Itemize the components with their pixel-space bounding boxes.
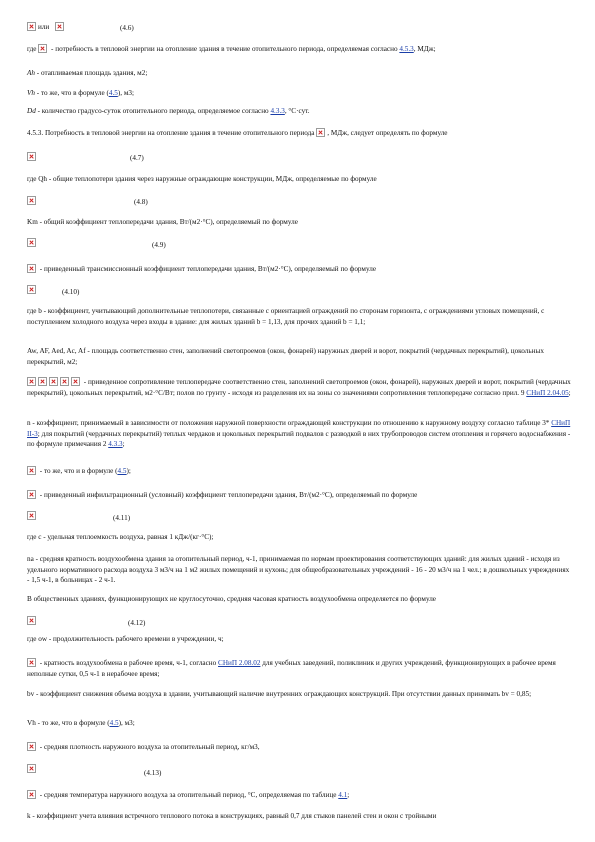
- text: - количество градусо-суток отопительного периода, определяемое согласно: [35, 107, 271, 115]
- broken-image-icon: [49, 377, 58, 386]
- broken-image-icon: [27, 658, 36, 667]
- paragraph: [27, 742, 572, 753]
- paragraph: [27, 718, 572, 729]
- link-4-5-3[interactable]: 4.5.3: [399, 45, 414, 53]
- broken-image-icon: [27, 238, 36, 247]
- broken-image-icon: [60, 377, 69, 386]
- text: , °С·сут.: [284, 107, 310, 115]
- link-4-3-3[interactable]: 4.3.3: [108, 440, 123, 448]
- text: - то же, что и в формуле (: [38, 467, 118, 475]
- text: для учебных заведений, поликлиник и других учреждений, функционирующих в рабочее время неполные сутки, 0,5 ч-1 в нерабочее время;: [27, 659, 556, 678]
- broken-image-icon: [316, 128, 325, 137]
- broken-image-icon: [27, 377, 36, 386]
- formula-4-6: [27, 22, 66, 32]
- text: );: [126, 467, 131, 475]
- broken-image-icon: [27, 511, 36, 520]
- text: n - коэффициент, принимаемый в зависимости от положения наружной поверхности ограждающей конструкции по отношению к наружному воздуху согласно таблице 3*: [27, 419, 552, 427]
- text: ;: [122, 440, 125, 448]
- text: - то же, что в формуле (: [34, 89, 109, 97]
- formula-4-13: [27, 764, 38, 774]
- broken-image-icon: [38, 377, 47, 386]
- formula-number: (4.12): [128, 619, 146, 627]
- link-4-5[interactable]: 4.5: [108, 89, 118, 97]
- broken-image-icon: [27, 764, 36, 773]
- text: - средняя плотность наружного воздуха за отопительный период, кг/м3,: [38, 743, 260, 751]
- text: ;: [347, 791, 350, 799]
- text: - отапливаемая площадь здания, м2;: [34, 69, 148, 77]
- paragraph: [27, 377, 572, 398]
- formula-4-12: [27, 616, 38, 626]
- text: - кратность воздухообмена в рабочее время, ч-1, согласно: [38, 659, 219, 667]
- paragraph: [27, 790, 572, 801]
- broken-image-icon: [55, 22, 64, 31]
- paragraph: [27, 466, 572, 477]
- formula-4-8: [27, 196, 38, 206]
- symbol: Ah: [27, 69, 35, 77]
- formula-conjunction: или: [38, 23, 50, 31]
- text: ), м3;: [117, 89, 134, 97]
- paragraph: где с - удельная теплоемкость воздуха, равная 1 кДж/(кг·°С);: [27, 533, 214, 541]
- formula-number: (4.13): [144, 769, 162, 777]
- broken-image-icon: [27, 22, 36, 31]
- text: 4.5.3. Потребность в тепловой энергии на отопление здания в течение отопительного периода: [27, 129, 317, 137]
- text: - потребность в тепловой энергии на отопление здания в течение отопительного периода, определяемая согласно: [49, 45, 400, 53]
- link-4-1[interactable]: 4.1: [338, 791, 348, 799]
- formula-4-9: [27, 238, 38, 248]
- paragraph: [27, 106, 572, 117]
- formula-4-10: [27, 285, 38, 295]
- formula-number: (4.11): [113, 514, 131, 522]
- text: , МДж, следует определять по формуле: [327, 129, 448, 137]
- text: , МДж;: [413, 45, 436, 53]
- broken-image-icon: [27, 790, 36, 799]
- link-snip-2-08-02[interactable]: СНиП 2.08.02: [218, 659, 261, 667]
- text: - приведенное сопротивление теплопередаче соответственно стен, заполнений светопроемов (окон, фонарей), наружных дверей и ворот, покрытий (чердачных перекрытий), цокольных перекрытий, м2·°С/Вт; полов по грунту - исходя из разделения их на зоны со значениями сопротивления теплопередаче согласно прил. 9: [27, 378, 571, 397]
- paragraph: k - коэффициент учета влияния встречного теплового потока в конструкциях, равный 0,7 для стыков панелей стен и окон с тройными: [27, 812, 437, 820]
- broken-image-icon: [27, 616, 36, 625]
- paragraph: где ow - продолжительность рабочего времени в учреждении, ч;: [27, 635, 224, 643]
- text: где: [27, 45, 37, 53]
- broken-image-icon: [27, 196, 36, 205]
- text: - приведенный инфильтрационный (условный) коэффициент теплопередачи здания, Вт/(м2·°С), определяемый по формуле: [38, 491, 418, 499]
- text: ;: [568, 388, 571, 397]
- broken-image-icon: [27, 264, 36, 273]
- broken-image-icon: [71, 377, 80, 386]
- broken-image-icon: [27, 152, 36, 161]
- formula-4-7: [27, 152, 38, 162]
- paragraph: [27, 128, 572, 139]
- link-snip-ii-3[interactable]: СНиП II-3: [27, 419, 571, 438]
- link-4-3-3[interactable]: 4.3.3: [270, 107, 285, 115]
- paragraph: [27, 44, 572, 55]
- link-4-5[interactable]: 4.5: [117, 467, 127, 475]
- paragraph: [27, 658, 572, 679]
- formula-4-11: [27, 511, 38, 521]
- paragraph: [27, 88, 572, 99]
- paragraph: В общественных зданиях, функционирующих не круглосуточно, средняя часовая кратность воздухообмена определяется по формуле: [27, 595, 436, 603]
- paragraph: [27, 418, 572, 450]
- symbol: Vh: [27, 89, 35, 97]
- formula-number: (4.9): [152, 241, 166, 249]
- formula-number: (4.6): [120, 24, 134, 32]
- formula-number: (4.8): [134, 198, 148, 206]
- paragraph: [27, 68, 572, 79]
- paragraph: Aw, AF, Aed, Ac, Af - площадь соответственно стен, заполнений светопроемов (окон, фонарей) наружных дверей и ворот, покрытий (чердачных перекрытий), цокольных перекрытий, м2;: [27, 347, 544, 366]
- broken-image-icon: [27, 490, 36, 499]
- broken-image-icon: [27, 742, 36, 751]
- text: ; для покрытий (чердачных перекрытий) теплых чердаков и цокольных перекрытий подвалов с разводкой в них трубопроводов систем отопления и горячего водоснабжения - по формуле примечания 2: [27, 429, 571, 448]
- paragraph: na - средняя кратность воздухообмена здания за отопительный период, ч-1, принимаемая по нормам проектирования соответствующих зданий: для жилых зданий - исходя из удельного нормативного расхода воздуха 3 м3/ч на 1 м2 жилых помещений и кухонь; для общеобразовательных учреждений - 16 - 20 м3/ч на 1 чел.; в дошкольных учреждениях - 1,5 ч-1, в больницах - 2 ч-1.: [27, 555, 570, 584]
- broken-image-icon: [27, 285, 36, 294]
- broken-image-icon: [38, 44, 47, 53]
- broken-image-icon: [27, 466, 36, 475]
- formula-number: (4.7): [130, 154, 144, 162]
- link-snip-2-04-05[interactable]: СНиП 2.04.05: [526, 388, 569, 397]
- text: ), м3;: [118, 719, 135, 727]
- symbol: Dd: [27, 107, 36, 115]
- paragraph: [27, 264, 572, 275]
- paragraph: где Qh - общие теплопотери здания через наружные ограждающие конструкции, МДж, определяемые по формуле: [27, 175, 377, 183]
- paragraph: [27, 490, 572, 501]
- paragraph: где b - коэффициент, учитывающий дополнительные теплопотери, связанные с ориентацией ограждений по сторонам горизонта, с ограждениями угловых помещений, с поступлением холодного воздуха через входы в здание: для жилых зданий b = 1,13, для прочих зданий b = 1,1;: [27, 307, 545, 326]
- text: - приведенный трансмиссионный коэффициент теплопередачи здания, Вт/(м2·°С), определяемый по формуле: [38, 265, 377, 273]
- link-4-5[interactable]: 4.5: [109, 719, 119, 727]
- text: - средняя температура наружного воздуха за отопительный период, °С, определяемая по таблице: [38, 791, 339, 799]
- formula-number: (4.10): [62, 288, 80, 296]
- paragraph: bv - коэффициент снижения объема воздуха в здании, учитывающий наличие внутренних ограждающих конструкций. При отсутствии данных принимать bv = 0,85;: [27, 690, 532, 698]
- text: Vh - то же, что в формуле (: [27, 719, 110, 727]
- paragraph: Km - общий коэффициент теплопередачи здания, Вт/(м2·°С), определяемый по формуле: [27, 218, 298, 226]
